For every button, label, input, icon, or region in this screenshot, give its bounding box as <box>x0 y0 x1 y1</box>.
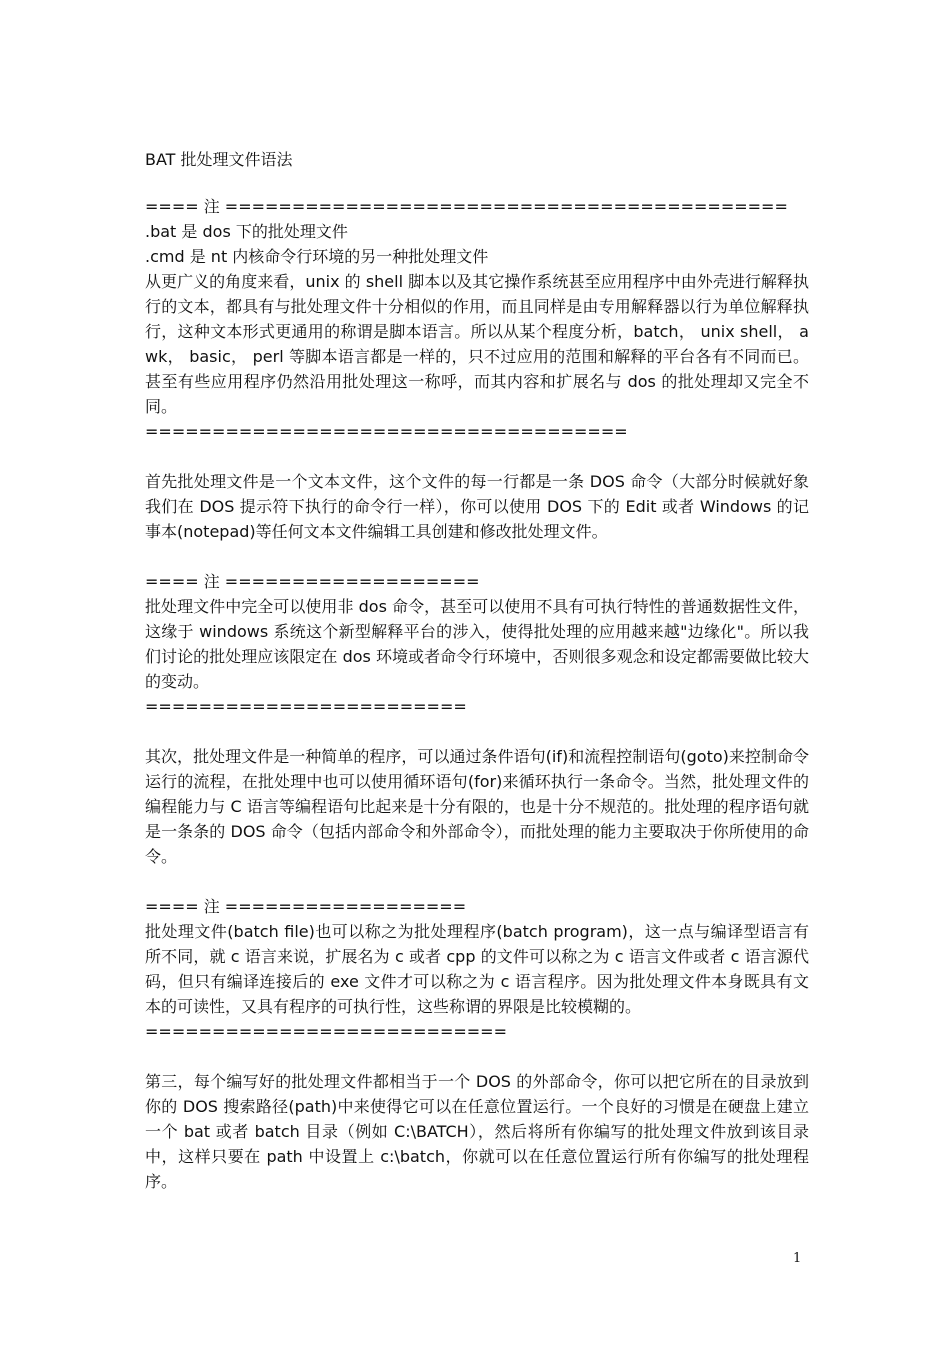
paragraph-second: 其次，批处理文件是一种简单的程序，可以通过条件语句(if)和流程控制语句(goto)来控制命令运行的流程，在批处理中也可以使用循环语句(for)来循环执行一条命令。当然，批处理文件的编程能力与 C 语言等编程语句比起来是十分有限的，也是十分不规范的。批处理的程序语句就是一条条的 DOS 命令（包括内部命令和外部命令），而批处理的能力主要取决于你所使用的命令。 <box>145 747 809 866</box>
cmd-definition-line: .cmd 是 nt 内核命令行环境的另一种批处理文件 <box>145 247 489 266</box>
spacer <box>145 869 809 894</box>
note-footer-3: =========================== <box>145 1022 507 1041</box>
document-body <box>145 147 809 1194</box>
spacer <box>145 719 809 744</box>
document-title: BAT 批处理文件语法 <box>145 150 293 169</box>
note-header-3: ==== 注 ================== <box>145 897 467 916</box>
note-header-1: ==== 注 ========================================== <box>145 197 788 216</box>
note-paragraph-1: 从更广义的角度来看，unix 的 shell 脚本以及其它操作系统甚至应用程序中由外壳进行解释执行的文本，都具有与批处理文件十分相似的作用，而且同样是由专用解释器以行为单位解释执行，这种文本形式更通用的称谓是脚本语言。所以从某个程度分析，batch， unix shell， awk， basic， perl 等脚本语言都是一样的，只不过应用的范围和解释的平台各有不同而已。甚至有些应用程序仍然沿用批处理这一称呼，而其内容和扩展名与 dos 的批处理却又完全不同。 <box>145 272 809 416</box>
spacer <box>145 1044 809 1069</box>
page-number: 1 <box>793 1251 802 1266</box>
paragraph-third: 第三，每个编写好的批处理文件都相当于一个 DOS 的外部命令，你可以把它所在的目录放到你的 DOS 搜索路径(path)中来使得它可以在任意位置运行。一个良好的习惯是在硬盘上建立一个 bat 或者 batch 目录（例如 C:\BATCH），然后将所有你编写的批处理文件放到该目录中，这样只要在 path 中设置上 c:\batch，你就可以在任意位置运行所有你编写的批处理程序。 <box>145 1072 809 1191</box>
spacer <box>145 544 809 569</box>
note-paragraph-3: 批处理文件(batch file)也可以称之为批处理程序(batch program)，这一点与编译型语言有所不同，就 c 语言来说，扩展名为 c 或者 cpp 的文件可以称之为 c 语言文件或者 c 语言源代码，但只有编译连接后的 exe 文件才可以称之为 c 语言程序。因为批处理文件本身既具有文本的可读性，又具有程序的可执行性，这些称谓的界限是比较模糊的。 <box>145 922 809 1016</box>
note-paragraph-2: 批处理文件中完全可以使用非 dos 命令，甚至可以使用不具有可执行特性的普通数据性文件，这缘于 windows 系统这个新型解释平台的涉入，使得批处理的应用越来越"边缘化"。所以我们讨论的批处理应该限定在 dos 环境或者命令行环境中，否则很多观念和设定都需要做比较大的变动。 <box>145 597 809 691</box>
note-footer-2: ======================== <box>145 697 467 716</box>
paragraph-first: 首先批处理文件是一个文本文件，这个文件的每一行都是一条 DOS 命令（大部分时候就好象我们在 DOS 提示符下执行的命令行一样），你可以使用 DOS 下的 Edit 或者 Windows 的记事本(notepad)等任何文本文件编辑工具创建和修改批处理文件。 <box>145 472 809 541</box>
note-header-2: ==== 注 =================== <box>145 572 480 591</box>
bat-definition-line: .bat 是 dos 下的批处理文件 <box>145 222 348 241</box>
note-footer-1: ==================================== <box>145 422 628 441</box>
spacer <box>145 444 809 469</box>
